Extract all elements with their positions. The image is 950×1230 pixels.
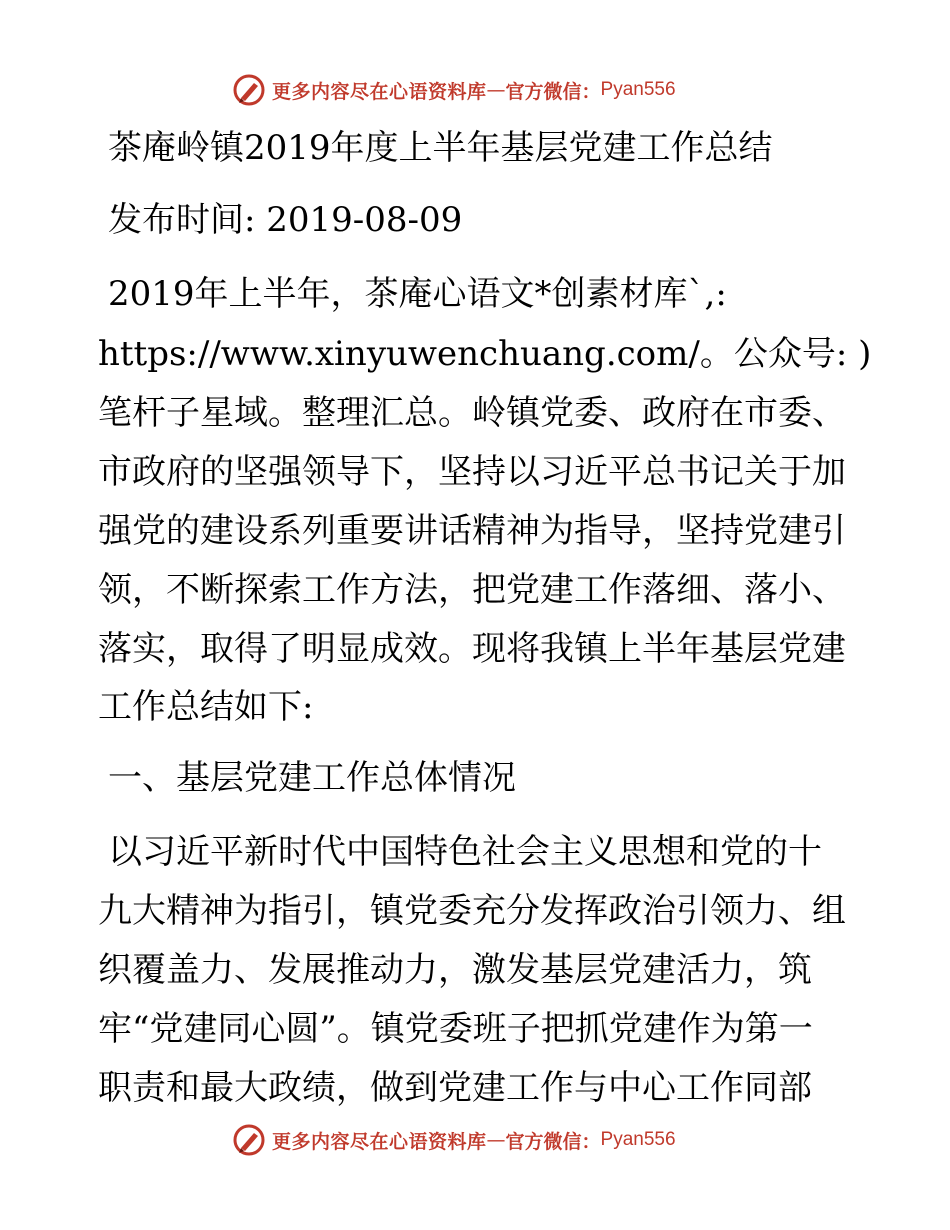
paragraph-line: 以习近平新时代中国特色社会主义思想和党的十 <box>108 832 822 872</box>
paragraph-line: 牢“党建同心圆”。镇党委班子把抓党建作为第一 <box>98 1009 813 1049</box>
red-pen-logo-icon <box>232 73 266 107</box>
banner-site-name: 更多内容尽在心语资料库 <box>272 1130 487 1153</box>
banner-wechat-id: Pyan556 <box>600 1129 676 1150</box>
banner-wechat-label: 官方微信： <box>505 80 601 103</box>
paragraph-line: 强党的建设系列重要讲话精神为指导，坚持党建引 <box>98 511 846 551</box>
banner-wechat-label: 官方微信： <box>505 1130 601 1153</box>
banner-separator: — <box>486 1129 506 1151</box>
paragraph-line: 工作总结如下: <box>98 687 314 727</box>
paragraph-line: 职责和最大政绩，做到党建工作与中心工作同部 <box>98 1068 812 1108</box>
section-heading: 一、基层党建工作总体情况 <box>108 758 516 798</box>
red-pen-logo-icon <box>232 1123 266 1157</box>
paragraph-line: 市政府的坚强领导下，坚持以习近平总书记关于加 <box>98 452 846 492</box>
paragraph-line: 织覆盖力、发展推动力，激发基层党建活力，筑 <box>98 950 812 990</box>
document-title: 茶庵岭镇2019年度上半年基层党建工作总结 <box>108 128 773 168</box>
paragraph-line: 落实，取得了明显成效。现将我镇上半年基层党建 <box>98 629 846 669</box>
footer-banner <box>232 1120 676 1160</box>
header-banner <box>232 70 676 110</box>
banner-separator: — <box>486 79 506 101</box>
banner-wechat-id: Pyan556 <box>600 79 676 100</box>
paragraph-line: 2019年上半年，茶庵心语文*创素材库`,: <box>108 274 727 314</box>
paragraph-line: 九大精神为指引，镇党委充分发挥政治引领力、组 <box>98 891 846 931</box>
paragraph-line: 笔杆子星域。整理汇总。岭镇党委、政府在市委、 <box>98 393 846 433</box>
paragraph-line: https://www.xinyuwenchuang.com/。公众号: ) <box>98 334 872 374</box>
banner-site-name: 更多内容尽在心语资料库 <box>272 80 487 103</box>
paragraph-line: 领，不断探索工作方法，把党建工作落细、落小、 <box>98 570 846 610</box>
publish-date: 发布时间: 2019-08-09 <box>108 200 463 240</box>
